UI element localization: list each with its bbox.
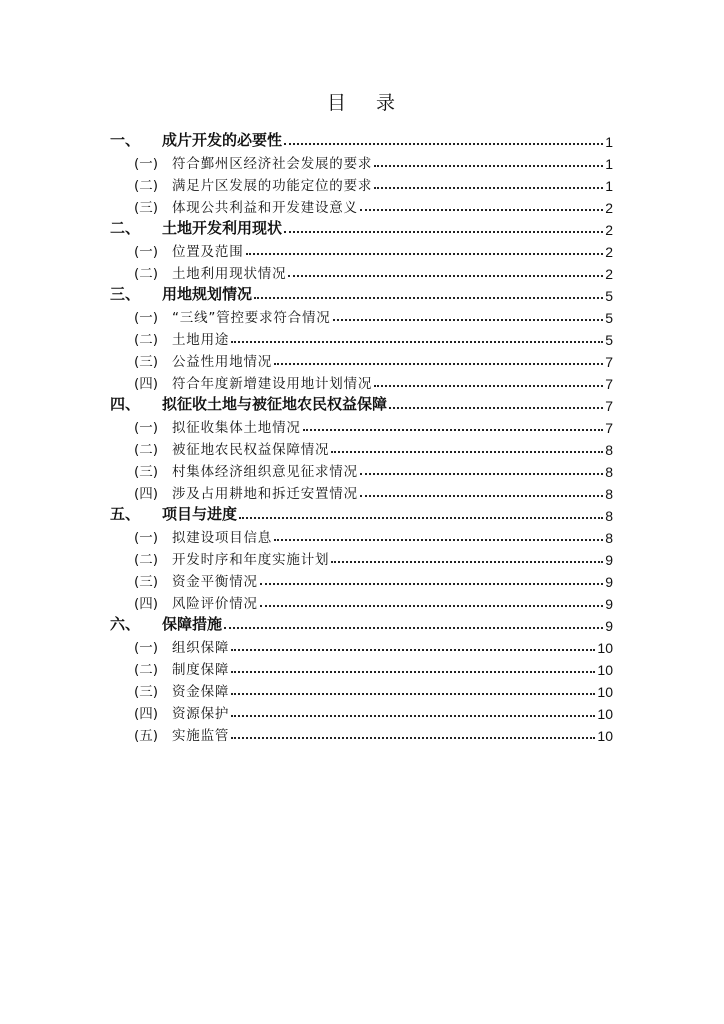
toc-entry-page-number: 8 (605, 530, 613, 546)
toc-section-entry[interactable] (110, 150, 613, 172)
toc-entry-page-number: 7 (605, 420, 613, 436)
toc-entry-page-number: 9 (605, 552, 613, 568)
toc-entry-page-number: 10 (597, 662, 613, 678)
toc-entry-label: 成片开发的必要性 (162, 131, 283, 149)
dot-leader (231, 715, 595, 717)
dot-leader (224, 627, 603, 629)
dot-leader (374, 187, 603, 189)
toc-entry-page-number: 9 (605, 574, 613, 590)
toc-entry-label: 资源保护 (172, 706, 230, 722)
toc-entry-number: (四) (134, 596, 159, 612)
dot-leader (231, 649, 595, 651)
toc-entry-page-number: 5 (605, 288, 613, 304)
toc-chapter-entry[interactable] (110, 128, 613, 150)
toc-entry-number: 三、 (110, 285, 141, 303)
toc-entry-number: 四、 (110, 395, 141, 413)
dot-leader (374, 165, 603, 167)
toc-entry-page-number: 9 (605, 618, 613, 634)
toc-section-entry[interactable] (110, 304, 613, 326)
toc-entry-number: (二) (134, 552, 159, 568)
toc-entry-label: 拟建设项目信息 (172, 530, 273, 546)
toc-entry-label: 拟征收土地与被征地农民权益保障 (162, 395, 388, 413)
toc-entry-number: (二) (134, 442, 159, 458)
toc-entry-label: 土地利用现状情况 (172, 266, 287, 282)
toc-entry-number: 六、 (110, 615, 141, 633)
toc-entry-label: 公益性用地情况 (172, 354, 273, 370)
dot-leader (239, 517, 603, 519)
toc-chapter-entry[interactable] (110, 282, 613, 304)
toc-entry-number: (一) (134, 310, 159, 326)
toc-entry-number: (三) (134, 200, 159, 216)
toc-chapter-entry[interactable] (110, 502, 613, 524)
toc-entry-page-number: 5 (605, 332, 613, 348)
toc-section-entry[interactable] (110, 172, 613, 194)
dot-leader (360, 495, 603, 497)
dot-leader (360, 209, 603, 211)
toc-entry-page-number: 7 (605, 398, 613, 414)
toc-section-entry[interactable] (110, 414, 613, 436)
toc-entry-page-number: 2 (605, 266, 613, 282)
dot-leader (231, 671, 595, 673)
dot-leader (231, 341, 603, 343)
toc-entry-label: 资金平衡情况 (172, 574, 258, 590)
toc-entry-page-number: 10 (597, 706, 613, 722)
dot-leader (284, 143, 603, 145)
toc-entry-number: (五) (134, 728, 159, 744)
toc-entry-page-number: 9 (605, 596, 613, 612)
toc-entry-label: 风险评价情况 (172, 596, 258, 612)
toc-section-entry[interactable] (110, 260, 613, 282)
dot-leader (254, 297, 603, 299)
toc-entry-number: (四) (134, 706, 159, 722)
toc-entry-number: (三) (134, 354, 159, 370)
toc-entry-label: 土地用途 (172, 332, 230, 348)
toc-section-entry[interactable] (110, 480, 613, 502)
toc-entry-page-number: 1 (605, 134, 613, 150)
toc-entry-number: (一) (134, 244, 159, 260)
toc-section-entry[interactable] (110, 194, 613, 216)
toc-entry-number: (二) (134, 266, 159, 282)
dot-leader (231, 693, 595, 695)
toc-chapter-entry[interactable] (110, 392, 613, 414)
toc-entry-label: 组织保障 (172, 640, 230, 656)
toc-entry-label: 开发时序和年度实施计划 (172, 552, 330, 568)
dot-leader (260, 605, 603, 607)
toc-entry-label: 符合鄞州区经济社会发展的要求 (172, 156, 373, 172)
toc-title-char: 目 (326, 92, 348, 114)
dot-leader (284, 231, 603, 233)
toc-entry-label: 土地开发利用现状 (162, 219, 283, 237)
toc-entry-label: 保障措施 (162, 615, 223, 633)
toc-entry-page-number: 7 (605, 376, 613, 392)
toc-entry-number: 二、 (110, 219, 141, 237)
toc-entry-number: (四) (134, 376, 159, 392)
toc-entry-label: 涉及占用耕地和拆迁安置情况 (172, 486, 358, 502)
dot-leader (288, 275, 603, 277)
toc-entry-number: 五、 (110, 505, 141, 523)
toc-entry-label: 体现公共利益和开发建设意义 (172, 200, 358, 216)
toc-entry-page-number: 10 (597, 728, 613, 744)
toc-entry-label: 满足片区发展的功能定位的要求 (172, 178, 373, 194)
toc-section-entry[interactable] (110, 238, 613, 260)
toc-section-entry[interactable] (110, 700, 613, 722)
toc-entry-number: (三) (134, 574, 159, 590)
toc-entry-page-number: 10 (597, 640, 613, 656)
toc-section-entry[interactable] (110, 524, 613, 546)
toc-entry-number: (一) (134, 156, 159, 172)
toc-chapter-entry[interactable] (110, 216, 613, 238)
toc-section-entry[interactable] (110, 458, 613, 480)
toc-entry-page-number: 8 (605, 508, 613, 524)
toc-entry-page-number: 2 (605, 222, 613, 238)
toc-section-entry[interactable] (110, 656, 613, 678)
toc-chapter-entry[interactable] (110, 612, 613, 634)
dot-leader (389, 407, 603, 409)
dot-leader (360, 473, 603, 475)
toc-entry-page-number: 2 (605, 244, 613, 260)
table-of-contents (110, 128, 613, 744)
toc-title (0, 88, 724, 115)
toc-entry-label: “三线”管控要求符合情况 (172, 310, 331, 326)
toc-entry-number: (一) (134, 530, 159, 546)
dot-leader (231, 737, 595, 739)
toc-title-char: 录 (376, 92, 398, 114)
toc-entry-page-number: 1 (605, 178, 613, 194)
toc-entry-number: (二) (134, 332, 159, 348)
toc-section-entry[interactable] (110, 568, 613, 590)
toc-section-entry[interactable] (110, 436, 613, 458)
toc-section-entry[interactable] (110, 546, 613, 568)
toc-entry-number: (二) (134, 178, 159, 194)
toc-entry-number: (一) (134, 420, 159, 436)
dot-leader (246, 253, 604, 255)
toc-entry-label: 项目与进度 (162, 505, 238, 523)
toc-section-entry[interactable] (110, 722, 613, 744)
toc-section-entry[interactable] (110, 634, 613, 656)
toc-section-entry[interactable] (110, 326, 613, 348)
toc-entry-number: (一) (134, 640, 159, 656)
toc-entry-page-number: 5 (605, 310, 613, 326)
dot-leader (303, 429, 604, 431)
toc-entry-number: (三) (134, 684, 159, 700)
toc-entry-page-number: 2 (605, 200, 613, 216)
toc-entry-label: 位置及范围 (172, 244, 244, 260)
toc-entry-page-number: 8 (605, 486, 613, 502)
toc-entry-page-number: 7 (605, 354, 613, 370)
toc-entry-label: 拟征收集体土地情况 (172, 420, 301, 436)
dot-leader (260, 583, 603, 585)
dot-leader (331, 561, 603, 563)
toc-entry-page-number: 8 (605, 442, 613, 458)
toc-entry-number: 一、 (110, 131, 141, 149)
dot-leader (331, 451, 603, 453)
dot-leader (274, 539, 603, 541)
toc-section-entry[interactable] (110, 590, 613, 612)
toc-section-entry[interactable] (110, 678, 613, 700)
dot-leader (374, 385, 603, 387)
toc-entry-number: (二) (134, 662, 159, 678)
toc-entry-number: (四) (134, 486, 159, 502)
toc-entry-page-number: 1 (605, 156, 613, 172)
toc-entry-label: 符合年度新增建设用地计划情况 (172, 376, 373, 392)
toc-section-entry[interactable] (110, 370, 613, 392)
toc-entry-number: (三) (134, 464, 159, 480)
toc-entry-label: 村集体经济组织意见征求情况 (172, 464, 358, 480)
toc-entry-label: 用地规划情况 (162, 285, 253, 303)
toc-entry-page-number: 10 (597, 684, 613, 700)
toc-entry-label: 实施监管 (172, 728, 230, 744)
toc-entry-label: 资金保障 (172, 684, 230, 700)
toc-entry-label: 被征地农民权益保障情况 (172, 442, 330, 458)
dot-leader (333, 319, 604, 321)
toc-section-entry[interactable] (110, 348, 613, 370)
toc-entry-label: 制度保障 (172, 662, 230, 678)
toc-entry-page-number: 8 (605, 464, 613, 480)
dot-leader (274, 363, 603, 365)
